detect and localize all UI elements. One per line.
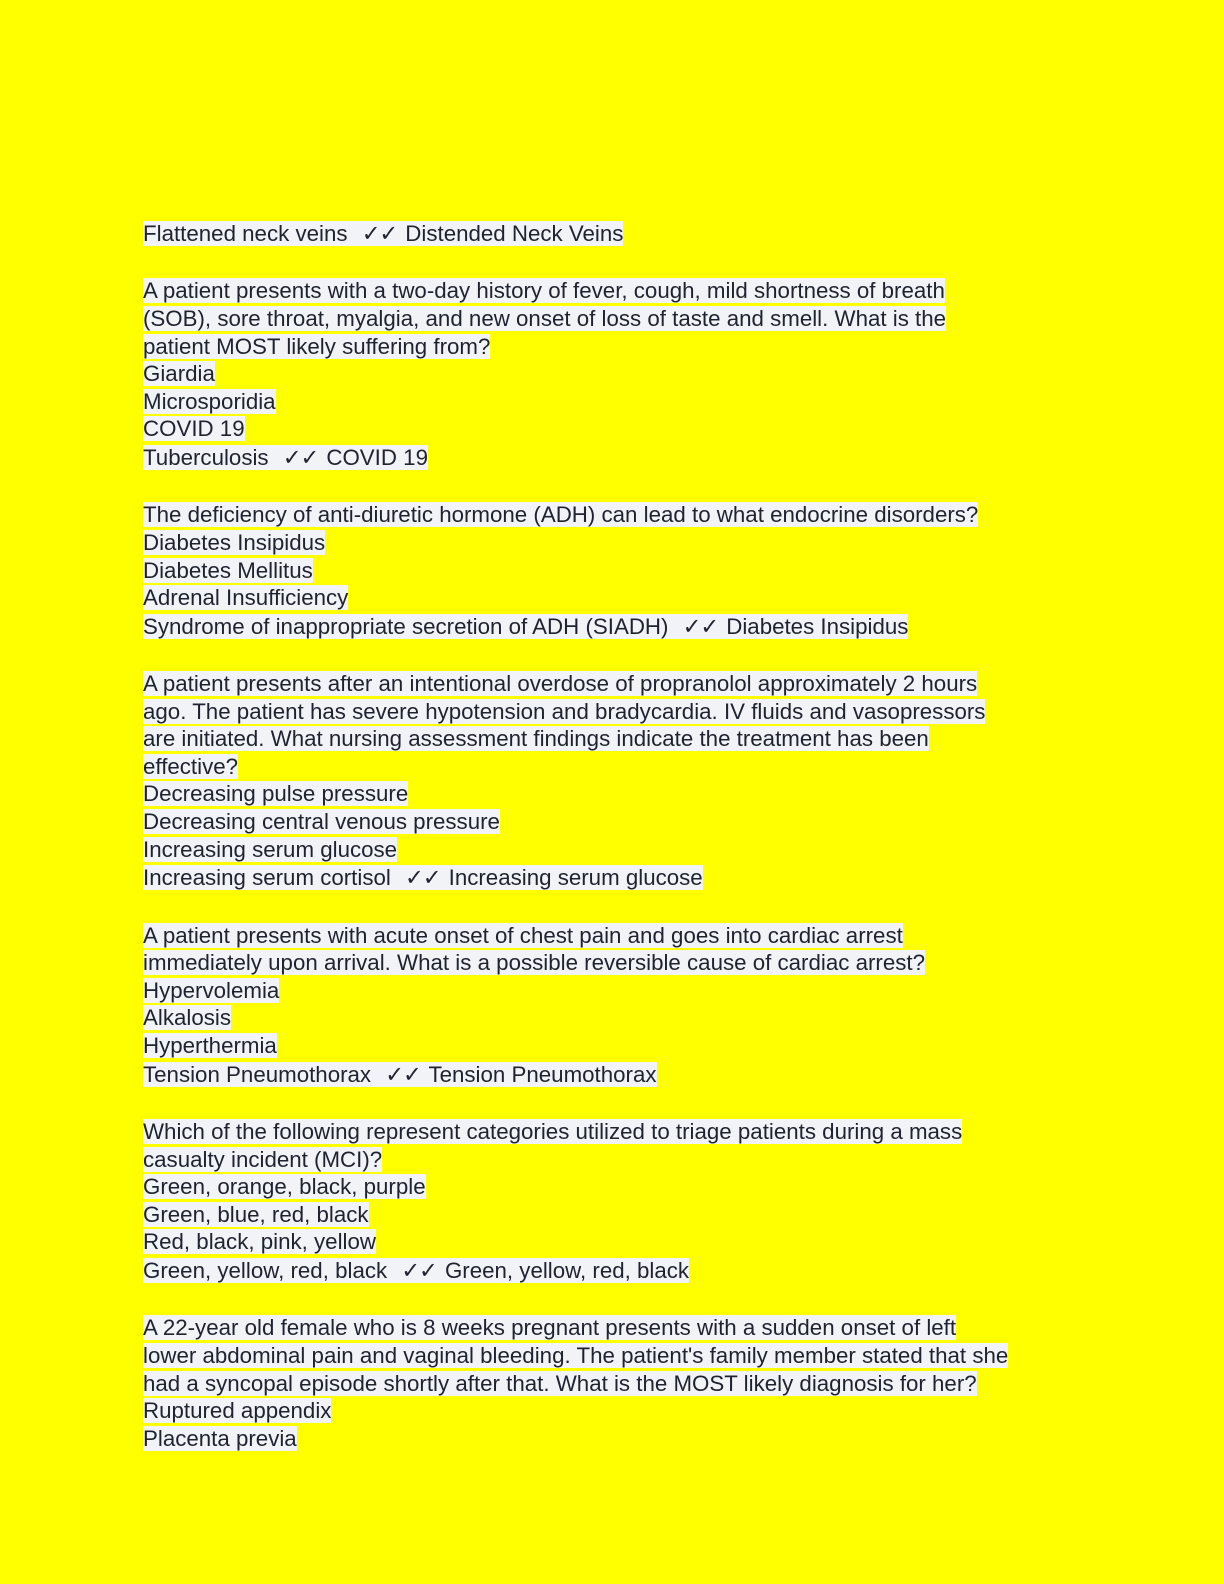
intro-block: [143, 219, 1143, 250]
question-block: [143, 1118, 1143, 1287]
question-text-line: (SOB), sore throat, myalgia, and new onset of loss of taste and smell. What is the: [143, 305, 947, 331]
answer-option: Ruptured appendix: [143, 1398, 332, 1424]
double-check-icon: ✓✓: [401, 1257, 437, 1283]
answer-option: Green, blue, red, black: [143, 1201, 369, 1227]
correct-answer: Tension Pneumothorax: [428, 1061, 657, 1087]
answer-option-last: Green, yellow, red, black: [143, 1257, 388, 1283]
correct-answer: Green, yellow, red, black: [444, 1257, 690, 1283]
question-text-line: A patient presents after an intentional overdose of propranolol approximately 2 hours: [143, 671, 978, 697]
answer-option: Hypervolemia: [143, 977, 280, 1003]
double-check-icon: ✓✓: [405, 865, 441, 891]
answer-option: COVID 19: [143, 416, 245, 442]
last-option-with-answer: [143, 612, 1143, 643]
question-text-line: patient MOST likely suffering from?: [143, 333, 491, 359]
answer-option-last: Tuberculosis: [143, 444, 269, 470]
last-option-with-answer: [143, 1060, 1143, 1091]
question-text-line: casualty incident (MCI)?: [143, 1146, 383, 1172]
answer-option: Placenta previa: [143, 1425, 297, 1451]
answer-option: Decreasing central venous pressure: [143, 809, 500, 835]
double-check-icon: ✓✓: [282, 444, 319, 470]
double-check-icon: ✓✓: [385, 1061, 421, 1087]
correct-answer: Diabetes Insipidus: [726, 613, 909, 639]
answer-option: Microsporidia: [143, 388, 276, 414]
answer-option: Diabetes Mellitus: [143, 557, 313, 583]
double-check-icon: ✓✓: [361, 221, 398, 246]
question-text-line: A patient presents with a two-day history of fever, cough, mild shortness of breath: [143, 278, 945, 304]
correct-answer: COVID 19: [326, 444, 428, 470]
answer-option: Adrenal Insufficiency: [143, 585, 349, 611]
answer-option: Increasing serum glucose: [143, 836, 398, 862]
intro-line: [143, 219, 1143, 250]
intro-answer: Distended Neck Veins: [405, 221, 624, 246]
double-check-icon: ✓✓: [682, 613, 719, 639]
question-text-line: The deficiency of anti-diuretic hormone (ADH) can lead to what endocrine disorders?: [143, 502, 979, 528]
question-block: [143, 670, 1143, 894]
answer-option: Diabetes Insipidus: [143, 529, 326, 555]
question-text-line: immediately upon arrival. What is a possible reversible cause of cardiac arrest?: [143, 950, 925, 976]
question-block: [143, 922, 1143, 1091]
question-text-line: are initiated. What nursing assessment findings indicate the treatment has been: [143, 726, 929, 752]
answer-option: Green, orange, black, purple: [143, 1174, 426, 1200]
document-body: [143, 219, 1143, 1480]
intro-prompt: Flattened neck veins: [143, 221, 348, 246]
question-block: [143, 1314, 1143, 1452]
answer-option: Decreasing pulse pressure: [143, 781, 409, 807]
answer-option: Giardia: [143, 361, 215, 387]
answer-option-last: Syndrome of inappropriate secretion of ADH (SIADH): [143, 613, 669, 639]
question-text-line: effective?: [143, 753, 239, 779]
question-text-line: ago. The patient has severe hypotension and bradycardia. IV fluids and vasopressors: [143, 698, 986, 724]
answer-option: Alkalosis: [143, 1005, 231, 1031]
answer-option: Hyperthermia: [143, 1033, 277, 1059]
question-text-line: lower abdominal pain and vaginal bleeding. The patient's family member stated that she: [143, 1342, 1009, 1368]
answer-option: Red, black, pink, yellow: [143, 1229, 376, 1255]
correct-answer: Increasing serum glucose: [448, 865, 703, 891]
question-text-line: Which of the following represent categories utilized to triage patients during a mass: [143, 1119, 963, 1145]
last-option-with-answer: [143, 863, 1143, 894]
last-option-with-answer: [143, 443, 1143, 474]
last-option-with-answer: [143, 1256, 1143, 1287]
question-block: [143, 501, 1143, 642]
answer-option-last: Tension Pneumothorax: [143, 1061, 372, 1087]
question-block: [143, 277, 1143, 473]
question-text-line: had a syncopal episode shortly after that. What is the MOST likely diagnosis for her?: [143, 1370, 977, 1396]
question-text-line: A 22-year old female who is 8 weeks pregnant presents with a sudden onset of left: [143, 1315, 957, 1341]
question-text-line: A patient presents with acute onset of chest pain and goes into cardiac arrest: [143, 922, 903, 948]
answer-option-last: Increasing serum cortisol: [143, 865, 391, 891]
